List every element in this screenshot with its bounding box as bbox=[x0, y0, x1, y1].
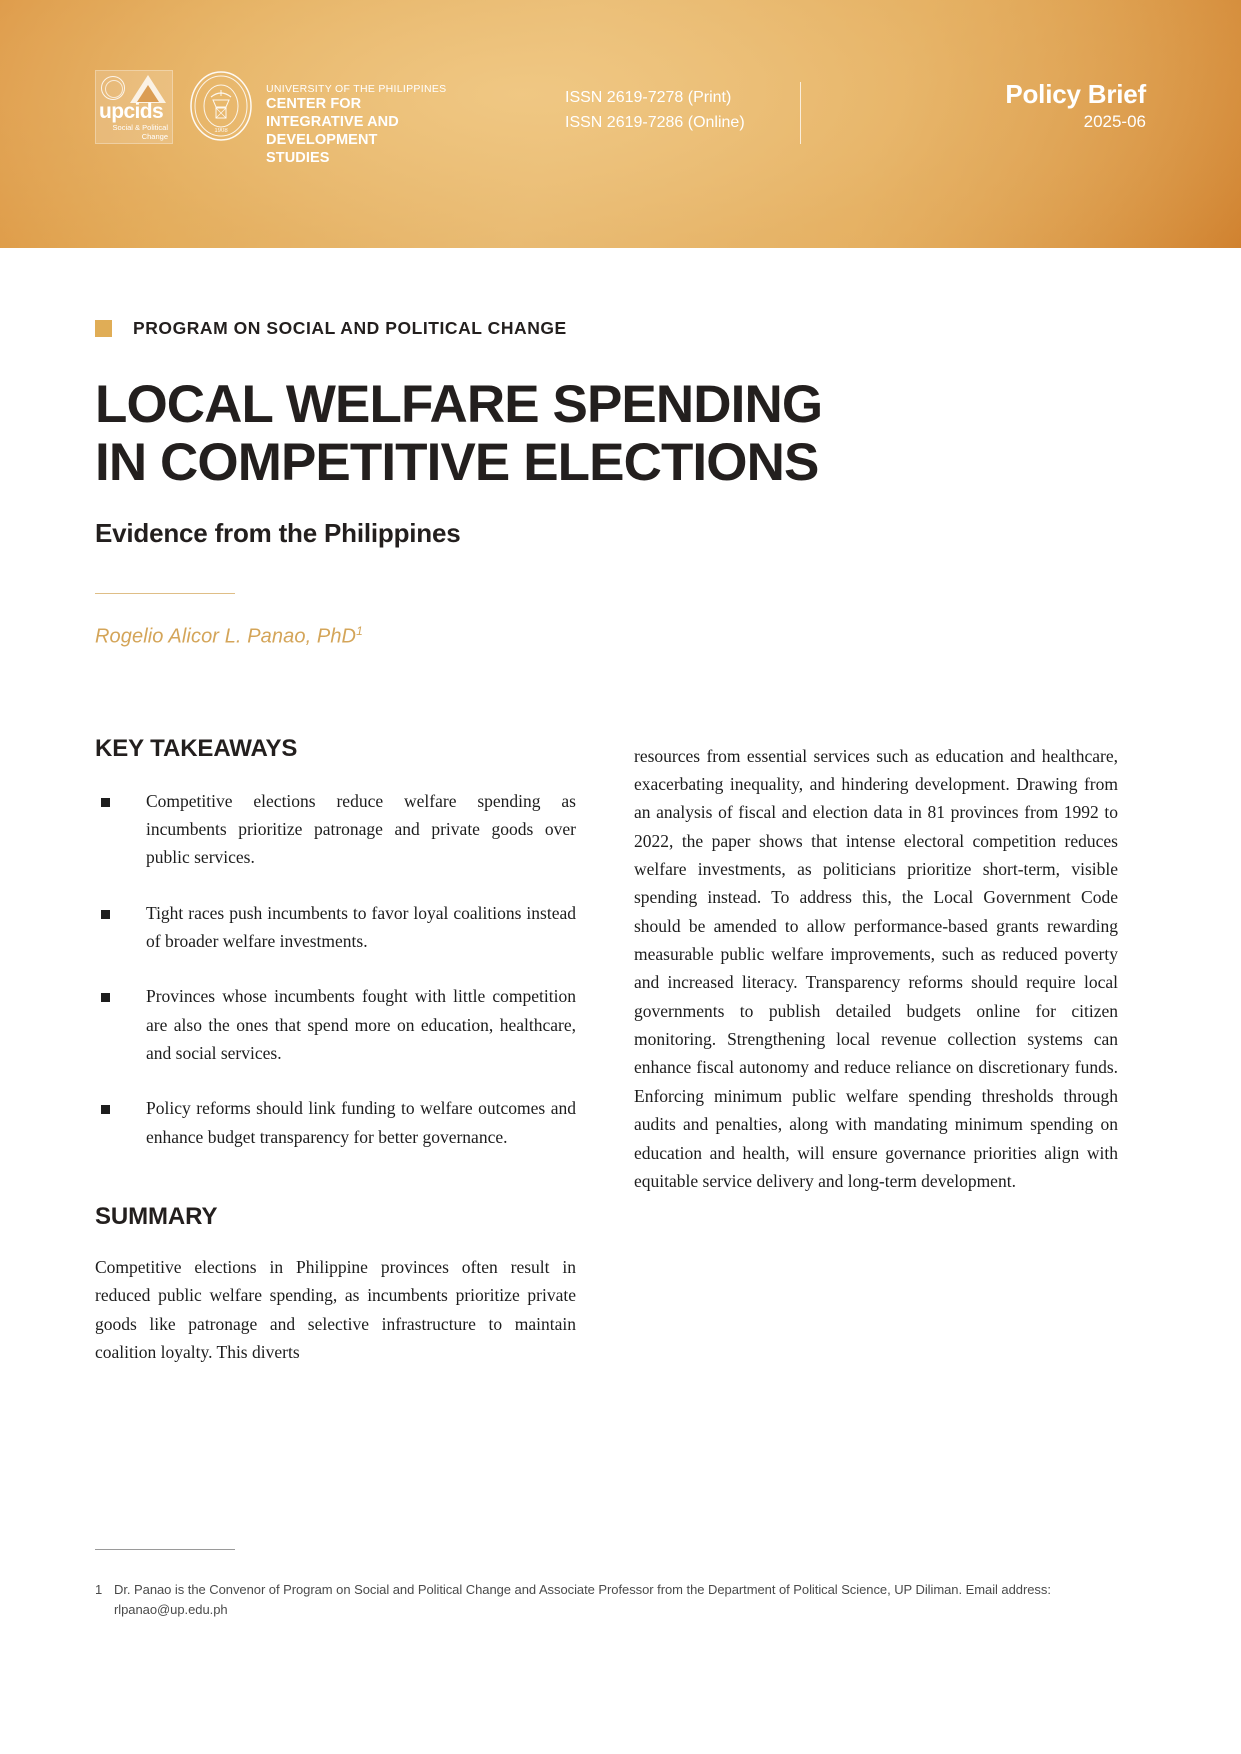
summary-section bbox=[95, 1203, 576, 1366]
two-column-body bbox=[95, 735, 1146, 1367]
issn-print: ISSN 2619-7278 (Print) bbox=[565, 89, 732, 106]
list-item-text: Competitive elections reduce welfare spending as incumbents prioritize patronage and private goods over public services. bbox=[146, 790, 576, 868]
bullet-square-icon bbox=[101, 910, 110, 919]
bullet-square-icon bbox=[101, 798, 110, 807]
list-item-text: Tight races push incumbents to favor loyal coalitions instead of broader welfare investments. bbox=[146, 902, 576, 952]
list-item bbox=[95, 1094, 576, 1151]
author-footnote-marker: 1 bbox=[356, 624, 363, 639]
footnote-number: 1 bbox=[95, 1582, 103, 1598]
issn-block bbox=[565, 86, 745, 136]
left-column bbox=[95, 735, 576, 1367]
header-banner bbox=[0, 0, 1241, 248]
program-line bbox=[95, 318, 1146, 339]
summary-paragraph-left: Competitive elections in Philippine provinces often result in reduced public welfare spending, as incumbents prioritize private goods like patronage and selective infrastructure to maintain coalition loyalty. This diverts bbox=[95, 1257, 576, 1363]
upcids-sublabel-line2: Change bbox=[141, 131, 168, 141]
list-item-text: Provinces whose incumbents fought with little competition are also the ones that spend more on education, healthcare, and social services. bbox=[146, 986, 576, 1064]
author-byline bbox=[95, 624, 1146, 649]
page-title-line2: IN COMPETITIVE ELECTIONS bbox=[95, 432, 819, 492]
page-title bbox=[95, 376, 1146, 492]
list-item-text: Policy reforms should link funding to welfare outcomes and enhance budget transparency for better governance. bbox=[146, 1098, 576, 1147]
logo-row bbox=[95, 70, 446, 168]
author-name: Rogelio Alicor L. Panao, PhD bbox=[95, 625, 357, 648]
footnote bbox=[95, 1580, 1146, 1620]
page-subtitle: Evidence from the Philippines bbox=[95, 517, 461, 548]
right-column bbox=[634, 735, 1118, 1367]
up-cids-line-university: UNIVERSITY OF THE PHILIPPINES bbox=[266, 83, 447, 95]
bullet-square-icon bbox=[101, 1105, 110, 1114]
footnote-area bbox=[95, 1549, 1146, 1620]
footnote-divider bbox=[95, 1549, 235, 1550]
list-item bbox=[95, 787, 576, 872]
up-cids-line-development: DEVELOPMENT bbox=[266, 132, 378, 149]
list-item bbox=[95, 982, 576, 1067]
title-divider bbox=[95, 593, 235, 595]
svg-text:1908: 1908 bbox=[214, 128, 228, 134]
series-title: Policy Brief bbox=[1005, 79, 1146, 109]
up-cids-line-studies: STUDIES bbox=[266, 150, 330, 167]
up-cids-line-integrative: INTEGRATIVE AND bbox=[266, 114, 399, 131]
footnote-text: Dr. Panao is the Convenor of Program on Social and Political Change and Associate Professor from the Department of Political Science, UP Diliman. Email address: rlpanao@up.edu.ph bbox=[114, 1582, 1051, 1618]
issn-online: ISSN 2619-7286 (Online) bbox=[565, 113, 745, 131]
upcids-logo bbox=[95, 70, 173, 144]
page-title-line1: LOCAL WELFARE SPENDING bbox=[95, 375, 823, 434]
upcids-sublabel-line1: Social & Political bbox=[112, 123, 168, 132]
summary-paragraph-right: resources from essential services such as education and healthcare, exacerbating inequality, and hindering development. Drawing from an analysis of fiscal and election data in 81 provinces from 1992 to 2022, the paper shows that intense electoral competition reduces welfare investments, as politicians prioritize short-term, visible spending instead. To address this, the Local Government Code should be amended to allow performance-based grants rewarding measurable public welfare improvements, such as reduced poverty and increased literacy. Transparency reforms should require local governments to publish detailed budgets online for citizen monitoring. Strengthening local revenue collection systems can enhance fiscal autonomy and reduce reliance on discretionary funds. Enforcing minimum public welfare spending thresholds through audits and penalties, along with mandating minimum spending on education and health, will ensure governance priorities align with equitable service delivery and long-term development. bbox=[634, 745, 1118, 1191]
column-gutter bbox=[576, 735, 634, 1367]
list-item bbox=[95, 899, 576, 956]
up-cids-line-center-for: CENTER FOR bbox=[266, 96, 362, 113]
up-seal-icon bbox=[189, 70, 253, 142]
upcids-program-sublabel bbox=[113, 124, 168, 142]
program-label: PROGRAM ON SOCIAL AND POLITICAL CHANGE bbox=[133, 318, 567, 338]
key-takeaways-heading: KEY TAKEAWAYS bbox=[95, 734, 298, 762]
summary-heading: SUMMARY bbox=[95, 1203, 218, 1231]
up-cids-wordmark bbox=[266, 70, 446, 168]
header-vertical-divider bbox=[800, 82, 801, 144]
policy-brief-block bbox=[1005, 80, 1146, 133]
upcids-wordmark: upcids bbox=[99, 100, 164, 123]
bullet-square-icon bbox=[101, 993, 110, 1002]
program-marker-icon bbox=[95, 320, 112, 337]
page-content bbox=[95, 248, 1146, 1367]
key-takeaways-list bbox=[95, 787, 576, 1151]
series-number: 2025-06 bbox=[1083, 112, 1146, 132]
upcids-seal-icon bbox=[101, 76, 125, 100]
